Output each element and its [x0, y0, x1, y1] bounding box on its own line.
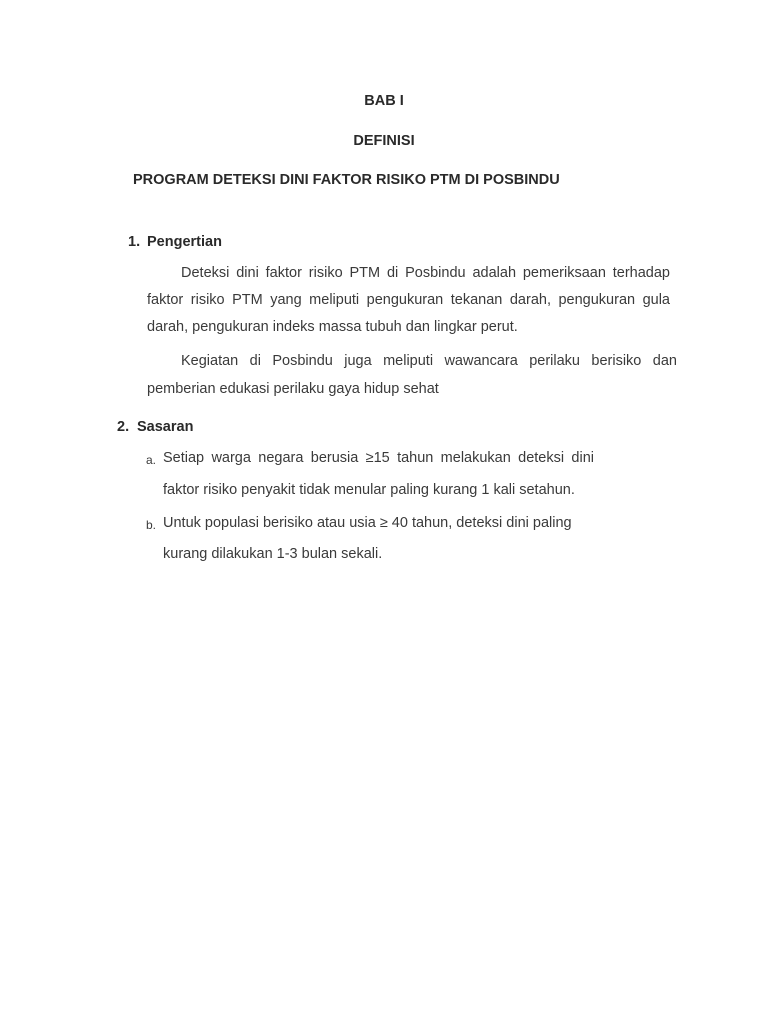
list-item-line: Untuk populasi berisiko atau usia ≥ 40 tahun, deteksi dini paling: [163, 515, 572, 531]
section-2-heading: Sasaran: [137, 419, 194, 435]
list-item-line: Setiap warga negara berusia ≥15 tahun melakukan deteksi dini: [163, 450, 594, 466]
paragraph-line: pemberian edukasi perilaku gaya hidup sehat: [147, 381, 439, 397]
program-title: PROGRAM DETEKSI DINI FAKTOR RISIKO PTM DI POSBINDU: [133, 172, 560, 188]
list-item-marker: a.: [146, 453, 157, 467]
paragraph-line: darah, pengukuran indeks massa tubuh dan lingkar perut.: [147, 319, 518, 335]
section-2-number: 2.: [117, 419, 130, 435]
list-item-line: faktor risiko penyakit tidak menular paling kurang 1 kali setahun.: [163, 482, 575, 498]
chapter-title: DEFINISI: [353, 133, 415, 149]
paragraph-line: Kegiatan di Posbindu juga meliputi wawancara perilaku berisiko dan: [181, 353, 677, 369]
paragraph-line: Deteksi dini faktor risiko PTM di Posbindu adalah pemeriksaan terhadap: [181, 265, 670, 281]
section-1-number: 1.: [128, 234, 141, 250]
chapter-number: BAB I: [364, 93, 404, 109]
list-item-marker: b.: [146, 518, 157, 532]
list-item-line: kurang dilakukan 1-3 bulan sekali.: [163, 546, 383, 562]
paragraph-line: faktor risiko PTM yang meliputi pengukuran tekanan darah, pengukuran gula: [147, 292, 670, 308]
section-1-heading: Pengertian: [147, 234, 222, 250]
